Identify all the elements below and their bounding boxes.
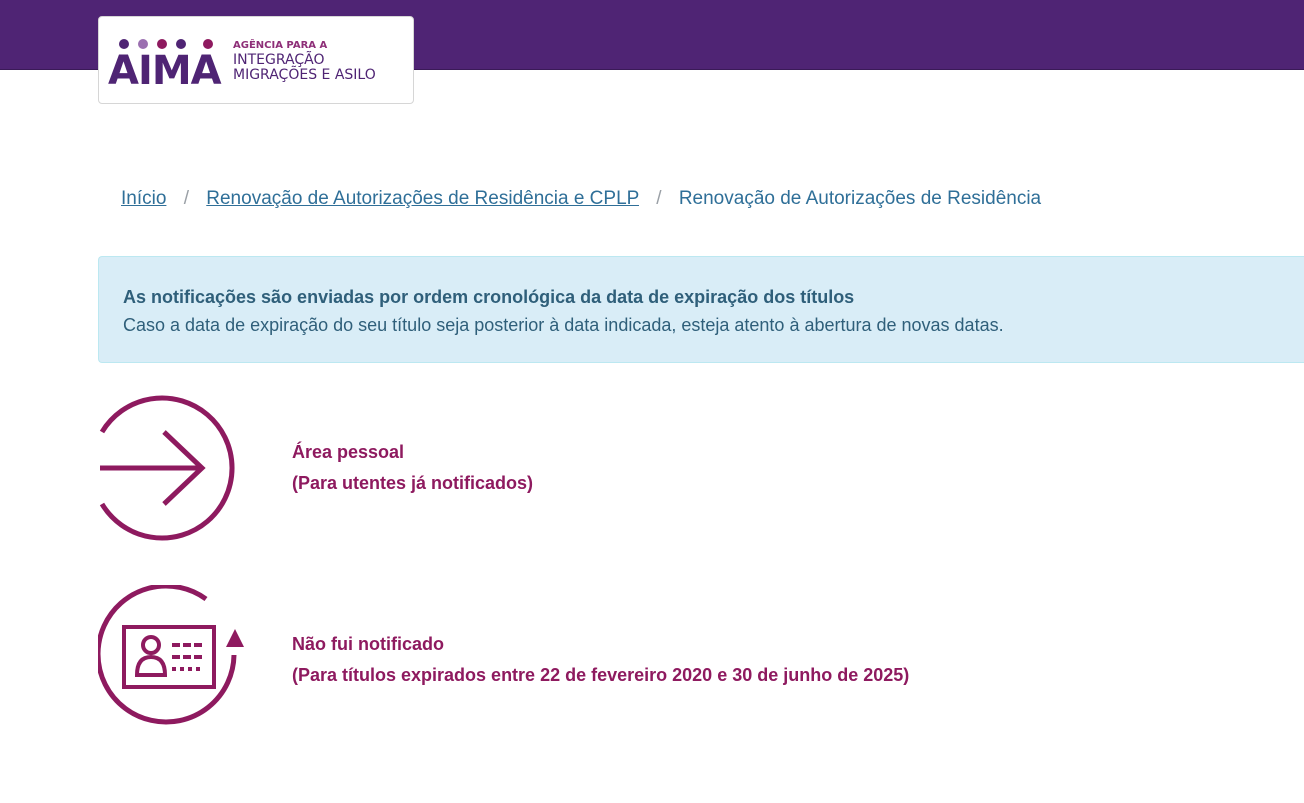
option-label — [292, 437, 533, 499]
breadcrumb-separator: / — [656, 188, 662, 209]
arrow-right-circle-icon — [98, 392, 248, 544]
area-pessoal-link[interactable] — [98, 392, 798, 544]
breadcrumb — [121, 188, 1041, 210]
option-subtitle: (Para títulos expirados entre 22 de fevereiro 2020 e 30 de junho de 2025) — [292, 665, 910, 685]
logo-tagline: AGÊNCIA PARA A INTEGRAÇÃO MIGRAÇÕES E ASILO — [233, 40, 376, 83]
option-title: Área pessoal — [292, 442, 405, 462]
site-logo[interactable] — [98, 16, 414, 104]
breadcrumb-current: Renovação de Autorizações de Residência — [678, 188, 1042, 209]
breadcrumb-link-renovacao-cplp[interactable]: Renovação de Autorizações de Residência e CPLP — [206, 188, 639, 209]
breadcrumb-link-inicio[interactable]: Início — [121, 188, 167, 209]
alert-body: Caso a data de expiração do seu título seja posterior à data indicada, esteja atento à abertura de novas datas. — [123, 315, 1004, 335]
id-card-renew-icon — [98, 585, 248, 733]
option-label — [292, 629, 909, 691]
breadcrumb-separator: / — [183, 188, 189, 209]
info-alert — [98, 256, 1304, 363]
option-title: Não fui notificado — [292, 634, 444, 654]
alert-title: As notificações são enviadas por ordem cronológica da data de expiração dos títulos — [123, 287, 855, 307]
nao-fui-notificado-link[interactable] — [98, 585, 1018, 733]
option-subtitle: (Para utentes já notificados) — [292, 473, 534, 493]
logo-wordmark: AIMA — [108, 48, 221, 94]
